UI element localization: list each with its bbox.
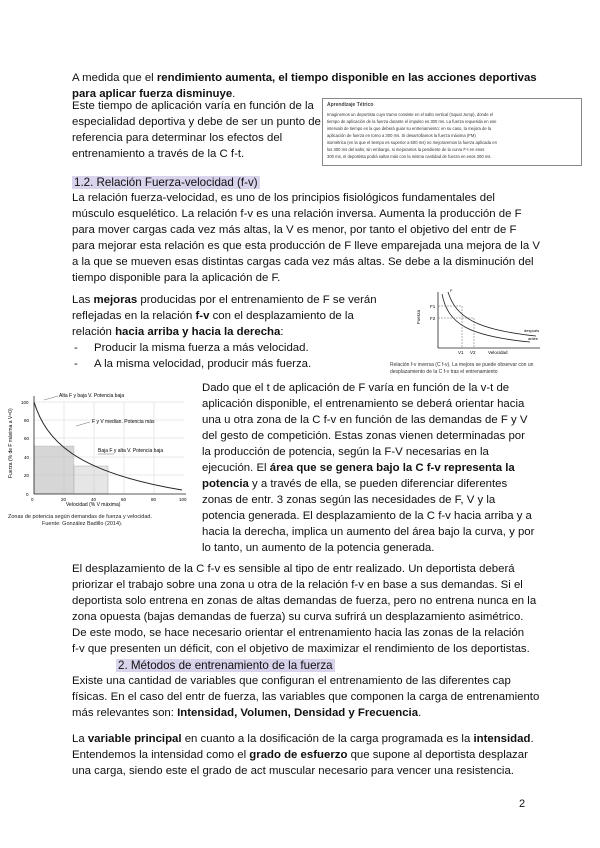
y-tick: 80 [24,418,30,423]
paragraph-mejoras: Las mejoras producidas por el entrenamiento de F se verán reflejadas en la relación f-v con el desplazamiento de la relación hacia arriba y hacia la derecha: - Producir la misma fuerza a más velocidad. - A la misma velocidad, producir más fuerza. [72,292,382,372]
power-zones-chart [4,382,194,532]
zone-high-force-area [34,446,74,494]
paragraph-desplazamiento: El desplazamiento de la C f-v es sensible al tipo de entr realizado. Un deportista deberá priorizar el trabajo sobre una zona u otra de la relación f-v en base a sus demandas. Si el deportista solo entrena en zonas de altas demandas de fuerza, pero no entrena nunca en la zona opuesta (bajas demandas de fuerza) su curva sufrirá un desplazamiento asimétrico. De este modo, se hace necesario orientar el entrenamiento hacia las zonas de la relación f-v que presenten un déficit, con el objetivo de maximizar el rendimiento de los deportistas. [72,563,537,655]
fv-inverse-chart [390,288,580,380]
x-tick: 60 [121,497,127,502]
section-heading-fuerza-velocidad: 1.2. Relación Fuerza-velocidad (f-v) [74,176,258,189]
x-tick: 0 [31,497,34,502]
y-tick: 60 [24,436,30,441]
fv-v1-label: V1 [458,350,464,355]
zones-x-label: Velocidad (% V máxima) [66,502,121,508]
y-tick: 40 [24,455,30,460]
paragraph-zonas: Dado que el t de aplicación de F varía en función de la v-t de aplicación disponible, el entrenamiento se deberá orientar hacia una u otra zona de la C f-v en función de las demandas de F y V del gesto de competición. Estas zonas vienen determinadas por la producción de potencia, según la F-V necesarias en la ejecución. El área que se genera bajo la C f-v representa la potencia y a través de ella, se pueden diferenciar diferentes zonas de entr. 3 zonas según las necesidades de F, V y la potencia generada. El desplazamiento de la C f-v hacia arriba y a hacia la derecha, implica un aumento del área bajo la curva, y por lo tanto, un aumento de la potencia generada. [202,382,535,554]
fv-x-label: Velocidad [488,350,508,355]
fv-caption-line1: Relación f-v inversa (C f-v). La mejora se puede observar con un [390,362,534,368]
inset-title: Aprendizaje Tétrico [327,102,374,108]
page-number: 2 [519,798,526,810]
x-tick: 100 [179,497,187,502]
zones-caption-line2: Fuente: González Badillo (2014). [42,521,123,527]
y-tick: 20 [24,473,30,478]
fv-caption-line2: desplazamiento de la C f-v tras el entrenamiento [390,369,498,375]
intro-paragraph: A medida que el rendimiento aumenta, el tiempo disponible en las acciones deportivas para aplicar fuerza disminuye. [72,72,537,100]
y-tick: 0 [26,492,29,497]
list-item: - A la misma velocidad, producir más fuerza. [72,356,382,372]
fv-v2-label: V2 [470,350,476,355]
x-tick: 80 [151,497,157,502]
fv-f1-label: F1 [430,304,436,309]
paragraph-tiempo-aplicacion: Este tiempo de aplicación varía en función de la especialidad deportiva y debe de ser un punto de referencia para determinar los efectos del entrenamiento a través de la C f-t. [72,100,321,160]
section-heading-metodos: 2. Métodos de entrenamiento de la fuerza [118,659,333,672]
inset-text: Imaginemos un deportista cuyo tramo consiste en el salto vertical (Squat Jump), donde el tiempo de aplicación de la fuerza durante el impulso es 300 ms. La fuerza requerida en ese intervalo de tiempo es la que deberá guiar su entrenamiento: en su caso, la mejora de la aplicación de fuerza en torno a 300 ms. Si desarrollamos la fuerza máxima (FM) isométrica (en la que el tiempo es superior a 500 ms) no mejoraremos la fuerza aplicada en los 300 ms del salto; sin embargo, si mejoramos la pendiente de la curva F-t en esos 300 ms, el deportista podrá saltar más con la misma cantidad de fuerza en esos 300 ms. [327,112,497,159]
zone-medium-area [74,466,108,494]
paragraph-fuerza-velocidad: La relación fuerza-velocidad, es uno de los principios fisiológicos fundamentales del músculo esquelético. La relación f-v es una relación inversa. Aumenta la producción de F para mover cargas cada vez más altas, la V es menor, por tanto el objetivo del entr de F para mejorar esta relación es que esta producción de F lleve emparejada una mejora de la V a la que se mueven esas distintas cargas cada vez más altas. Se debe a la disminución del tiempo disponible para la aplicación de F. [72,192,540,284]
x-tick: 40 [91,497,97,502]
figure-power-zones [4,382,194,532]
annotation-low-force: Baja F y alta V. Potencia baja [98,448,164,454]
list-item: - Producir la misma fuerza a más velocidad. [72,340,382,356]
fv-f2-label: F2 [430,316,436,321]
zones-caption-line1: Zonas de potencia según demandas de fuerza y velocidad. [8,514,153,520]
fv-after-label: después [524,328,540,333]
annotation-high-force: Alta F y baja V. Potencia baja [59,393,125,399]
fv-y-label: Fuerza [416,309,421,324]
fv-top-label: F [450,288,453,293]
annotation-medium: F y V median. Potencia más [92,419,155,425]
paragraph-variable-principal: La variable principal en cuanto a la dosificación de la carga programada es la intensidad. Entendemos la intensidad como el grado de esfuerzo que supone al deportista desplazar una carga, siendo este el grado de act muscular necesario para vencer una resistencia. [72,733,534,777]
zones-y-label: Fuerza (% de F máxima a V=0) [8,408,14,478]
fv-before-label: antes [528,336,538,341]
inset-example-box [322,98,582,166]
x-tick: 20 [61,497,67,502]
mejoras-list [72,340,382,372]
y-tick: 100 [21,400,29,405]
paragraph-metodos: Existe una cantidad de variables que configuran el entrenamiento de las diferentes cap físicas. En el caso del entr de fuerza, las variables que componen la carga de entrenamiento más relevantes son: Intensidad, Volumen, Densidad y Frecuencia. [72,675,540,719]
figure-fv-inverse [390,288,580,380]
